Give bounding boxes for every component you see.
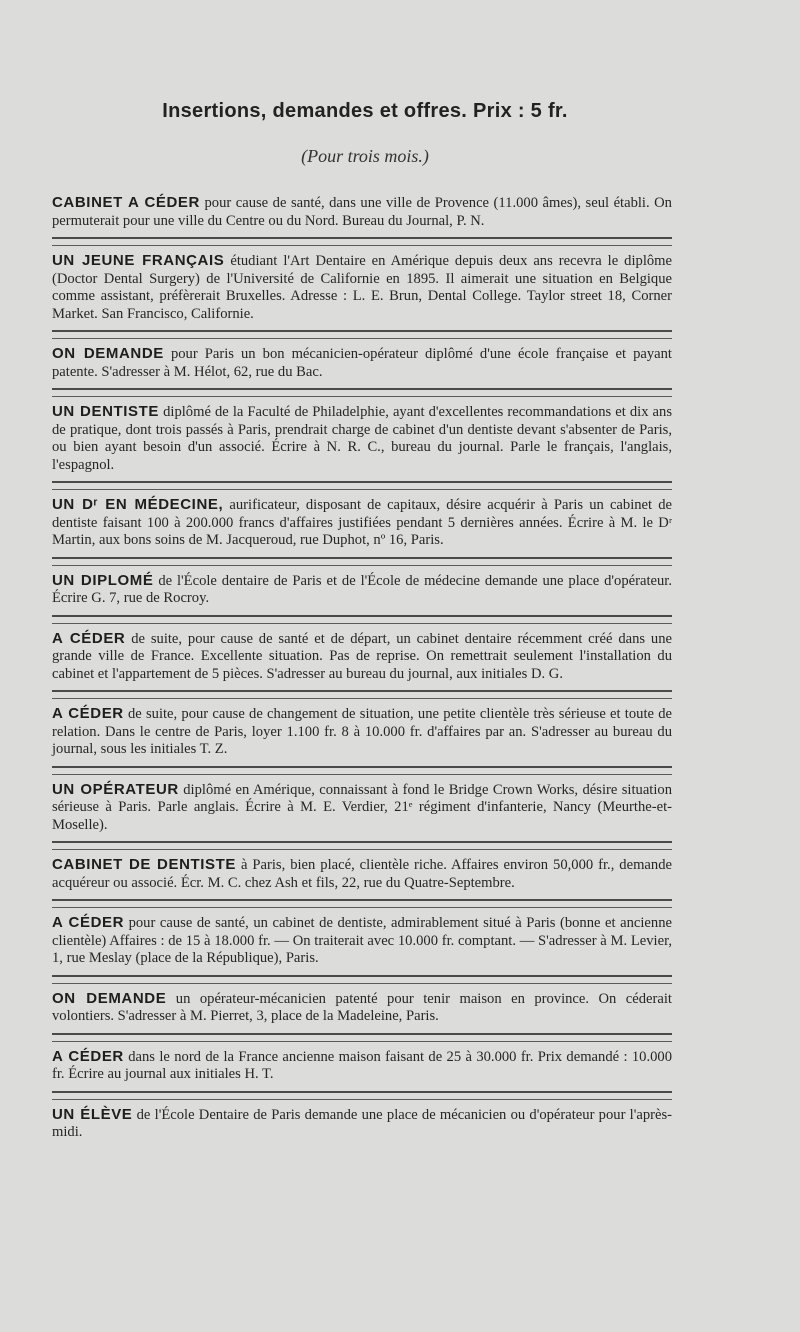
ad-text: de l'École Dentaire de Paris demande une place de mécanicien ou d'opérateur pour l'après-midi.	[52, 1106, 672, 1140]
classified-ad	[52, 781, 672, 835]
classified-ad	[52, 345, 672, 381]
separator-rule	[52, 899, 672, 908]
classified-ad	[52, 496, 672, 550]
ad-lead: A CÉDER	[52, 914, 125, 931]
ad-lead: UN ÉLÈVE	[52, 1105, 133, 1123]
separator-rule	[52, 330, 672, 339]
ad-text: pour cause de santé, un cabinet de dentiste, admirablement situé à Paris (bonne et ancienne clientèle) Affaires : de 15 à 18.000 fr. — On traiterait avec 10.000 fr. comptant. — S'adresser à M. Levier, 1, rue Meslay (place de la République), Paris.	[52, 915, 672, 966]
ad-text: dans le nord de la France ancienne maison faisant de 25 à 30.000 fr. Prix demandé : 10.000 fr. Écrire au journal aux initiales H. T.	[52, 1048, 673, 1082]
ad-text: de suite, pour cause de changement de situation, une petite clientèle très sérieuse et toute de relation. Dans le centre de Paris, loyer 1.100 fr. 8 à 10.000 fr. d'affaires par an. S'adresser au bureau du journal, sous les initiales T. Z.	[52, 706, 672, 757]
classified-ads	[52, 194, 672, 1142]
ad-lead: ON DEMANDE	[52, 345, 164, 362]
separator-rule	[52, 841, 672, 850]
classified-ad	[52, 856, 672, 892]
page-subtitle: (Pour trois mois.)	[301, 146, 429, 166]
classified-ad	[52, 705, 672, 759]
page-title: Insertions, demandes et offres. Prix : 5 fr.	[162, 100, 568, 122]
separator-rule	[52, 615, 672, 624]
classified-ad	[52, 252, 672, 323]
ad-lead: UN DIPLOMÉ	[52, 571, 154, 589]
ad-text: diplômé de la Faculté de Philadelphie, ayant d'excellentes recommandations et dix ans de pratique, dont trois passés à Paris, prendrait charge de cabinet d'un dentiste devant s'absenter de Paris, ou bien ayant besoin d'un associé. Écrire à N. R. C., bureau du journal. Parle le français, l'anglais, l'espagnol.	[52, 404, 673, 473]
classified-ad	[52, 1048, 672, 1084]
ad-text: diplômé en Amérique, connaissant à fond le Bridge Crown Works, désire situation sérieuse à Paris. Parle anglais. Écrire à M. E. Verdier, 21ᵉ régiment d'infanterie, Nancy (Meurthe-et-Moselle).	[52, 781, 672, 833]
separator-rule	[52, 237, 672, 246]
separator-rule	[52, 1033, 672, 1042]
separator-rule	[52, 557, 672, 566]
ad-lead: UN DENTISTE	[52, 403, 160, 420]
ad-lead: A CÉDER	[52, 1047, 124, 1065]
ad-lead: UN OPÉRATEUR	[52, 780, 179, 798]
classified-ad	[52, 194, 672, 230]
ad-text: étudiant l'Art Dentaire en Amérique depuis deux ans recevra le diplôme (Doctor Dental Surgery) de l'Université de Californie en 1895. Il aimerait une situation en Belgique comme assistant, préfèrerait Bruxelles. Adresse : L. E. Brun, Dental College. Taylor street 18, Corner Market. San Francisco, Californie.	[52, 253, 672, 322]
classified-ad	[52, 630, 672, 684]
separator-rule	[52, 388, 672, 397]
separator-rule	[52, 766, 672, 775]
classified-ad	[52, 990, 672, 1026]
ad-text: pour cause de santé, dans une ville de Provence (11.000 âmes), seul établi. On permuterait pour une ville du Centre ou du Nord. Bureau du Journal, P. N.	[52, 195, 672, 229]
ad-lead: ON DEMANDE	[52, 989, 167, 1007]
ad-text: de suite, pour cause de santé et de départ, un cabinet dentaire récemment créé dans une grande ville de France. Excellente situation. Pas de reprise. On remettrait seulement l'installation du cabinet et l'appartement de 5 pièces. S'adresser au bureau du journal, aux initiales D. G.	[52, 630, 672, 682]
ad-text: de l'École dentaire de Paris et de l'École de médecine demande une place d'opérateur. Écrire G. 7, rue de Rocroy.	[52, 572, 672, 606]
ad-lead: CABINET A CÉDER	[52, 194, 200, 211]
ad-text: aurificateur, disposant de capitaux, désire acquérir à Paris un cabinet de dentiste faisant 100 à 200.000 francs d'affaires justifiées pendant 5 dernières années. Écrire à M. le Dʳ Martin, aux bons soins de M. Jacqueroud, rue Duphot, nº 16, Paris.	[52, 497, 672, 548]
ad-text: pour Paris un bon mécanicien-opérateur diplômé d'une école française et payant patente. S'adresser à M. Hélot, 62, rue du Bac.	[52, 346, 672, 380]
classified-ad	[52, 914, 672, 968]
ad-text: un opérateur-mécanicien patenté pour tenir maison en province. On céderait volontiers. S'adresser à M. Pierret, 3, place de la Madeleine, Paris.	[52, 990, 672, 1024]
ad-lead: CABINET DE DENTISTE	[52, 856, 237, 873]
ad-lead: UN Dʳ EN MÉDECINE,	[52, 496, 224, 513]
separator-rule	[52, 481, 672, 490]
classified-ad	[52, 572, 672, 608]
ad-lead: A CÉDER	[52, 629, 126, 647]
separator-rule	[52, 975, 672, 984]
ad-lead: UN JEUNE FRANÇAIS	[52, 252, 225, 269]
ad-text: à Paris, bien placé, clientèle riche. Affaires environ 50,000 fr., demande acquéreur ou associé. Écr. M. C. chez Ash et fils, 22, rue du Quatre-Septembre.	[52, 857, 672, 891]
separator-rule	[52, 690, 672, 699]
ad-lead: A CÉDER	[52, 705, 124, 722]
classified-ad	[52, 1106, 672, 1142]
separator-rule	[52, 1091, 672, 1100]
classified-ad	[52, 403, 672, 474]
